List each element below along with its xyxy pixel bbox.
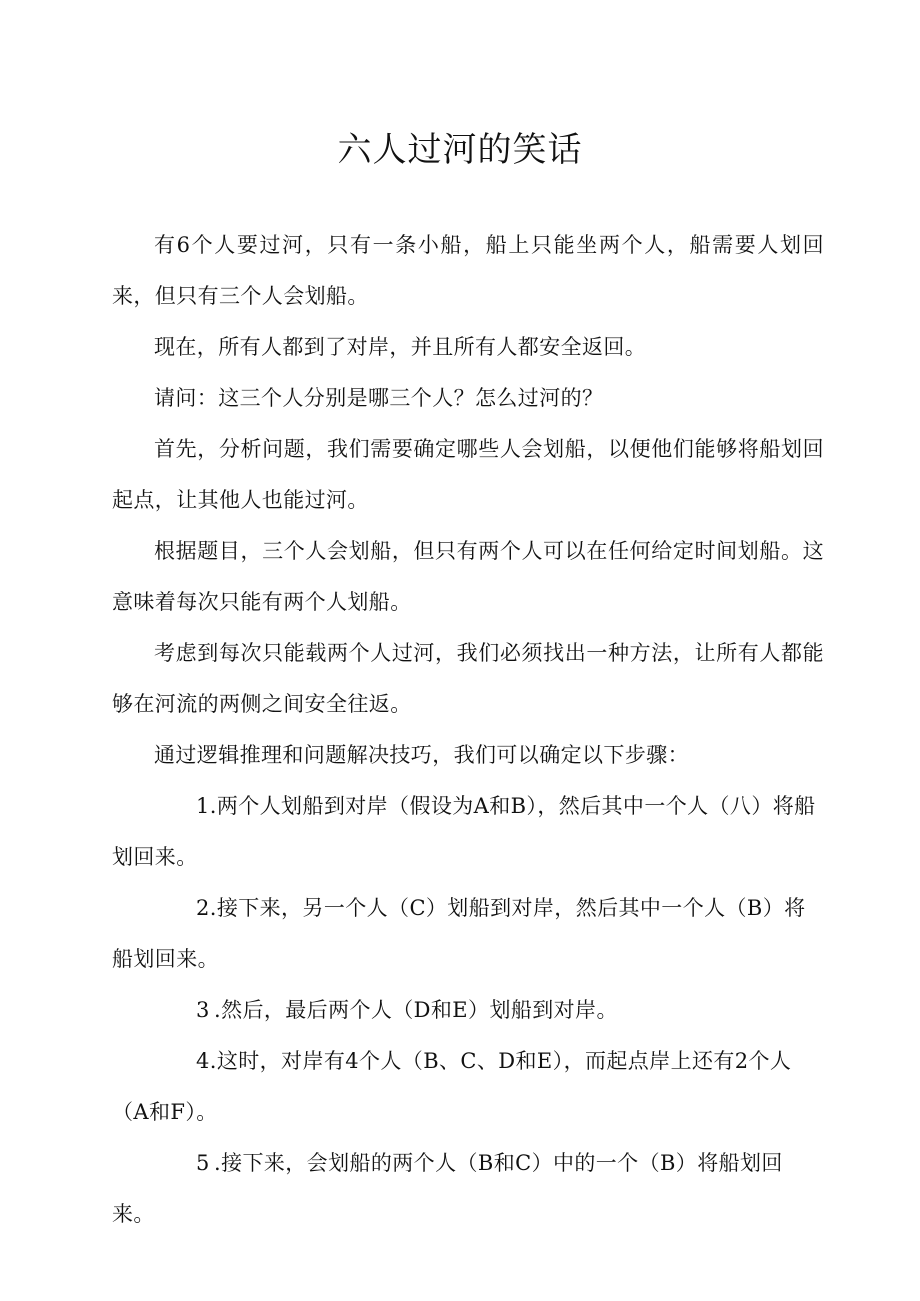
step-number: 1: [196, 794, 210, 818]
step-number: 2: [196, 896, 210, 920]
step-item: [112, 985, 824, 1036]
step-text: .接下来，会划船的两个人（B和C）中的一个（B）将船划回来。: [112, 1151, 783, 1226]
paragraph: 根据题目，三个人会划船，但只有两个人可以在任何给定时间划船。这意味着每次只能有两个人划船。: [112, 539, 824, 614]
step-item: [112, 781, 824, 883]
paragraph: 首先，分析问题，我们需要确定哪些人会划船，以便他们能够将船划回起点，让其他人也能过河。: [112, 437, 824, 512]
step-item: [112, 883, 824, 985]
step-number: 4: [196, 1049, 210, 1073]
step-number: 5: [196, 1151, 210, 1175]
paragraph: 请问：这三个人分别是哪三个人？怎么过河的？: [154, 386, 604, 410]
step-number: 3: [196, 998, 210, 1022]
step-text: .然后，最后两个人（D和E）划船到对岸。: [214, 998, 618, 1022]
paragraph: 现在，所有人都到了对岸，并且所有人都安全返回。: [154, 335, 647, 359]
paragraph: 通过逻辑推理和问题解决技巧，我们可以确定以下步骤：: [154, 743, 689, 767]
paragraph: 有6个人要过河，只有一条小船，船上只能坐两个人，船需要人划回来，但只有三个人会划船。: [112, 233, 824, 308]
paragraph: 考虑到每次只能载两个人过河，我们必须找出一种方法，让所有人都能够在河流的两侧之间安全往返。: [112, 641, 824, 716]
step-item: [112, 1036, 824, 1138]
step-item: [112, 1138, 824, 1240]
document-body: [112, 220, 824, 1240]
document-title: 六人过河的笑话: [337, 130, 583, 170]
step-text: .两个人划船到对岸（假设为A和B），然后其中一个人（八）将船划回来。: [112, 794, 816, 869]
step-text: .接下来，另一个人（C）划船到对岸，然后其中一个人（B）将船划回来。: [112, 896, 806, 971]
step-text: .这时，对岸有4个人（B、C、D和E），而起点岸上还有2个人（A和F）。: [112, 1049, 792, 1124]
